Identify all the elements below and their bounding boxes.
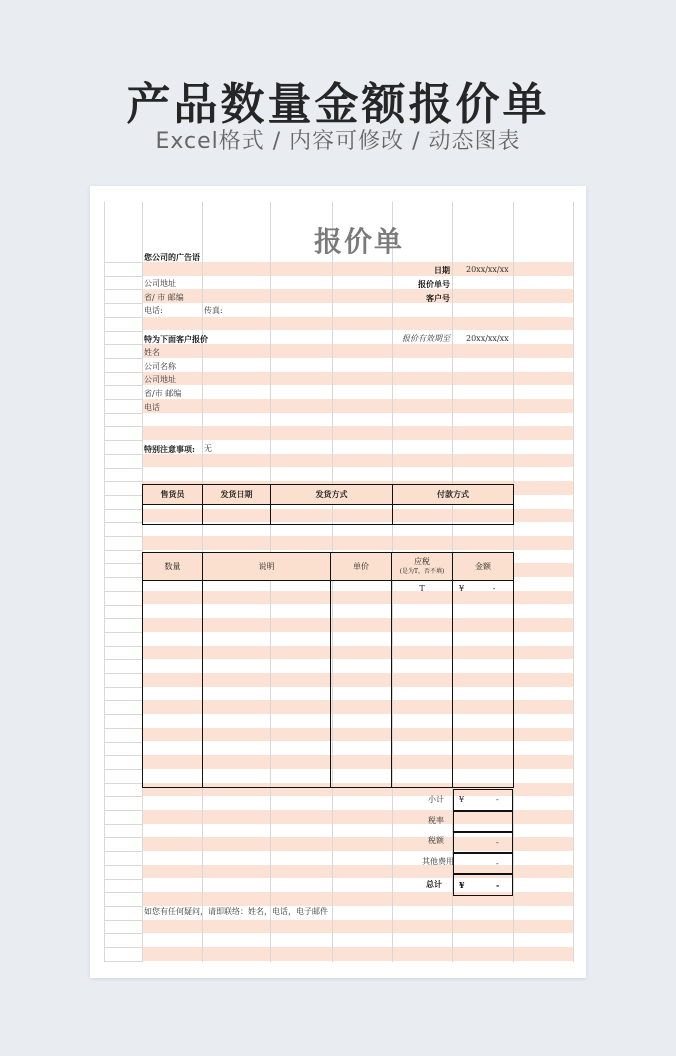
row-line (104, 317, 142, 318)
row-line (104, 372, 142, 373)
row-line (104, 892, 142, 893)
grid-line (573, 202, 574, 962)
subtotal-currency: ¥ (459, 795, 465, 804)
row-line (104, 728, 142, 729)
unit-price-column[interactable] (331, 581, 392, 788)
row-line (104, 276, 142, 277)
notes-label: 特别注意事项: (144, 444, 195, 454)
row-band (142, 344, 574, 358)
row-line (104, 824, 142, 825)
row-line (104, 289, 142, 290)
row-line (104, 563, 142, 564)
cell-ship-method[interactable] (271, 505, 393, 525)
quote-number-label: 报价单号 (418, 279, 450, 289)
row-line (104, 879, 142, 880)
row-line (104, 851, 142, 852)
tax-amount-label: 税额 (428, 836, 444, 845)
row-line (104, 673, 142, 674)
tax-rate-box[interactable] (453, 811, 513, 832)
page-subtitle: Excel格式 / 内容可修改 / 动态图表 (155, 129, 521, 154)
row-band (142, 454, 574, 468)
taxable-flag: T (419, 584, 425, 593)
customer-province: 省/市 邮编 (144, 389, 182, 398)
row-line (104, 481, 142, 482)
customer-company: 公司名称 (144, 362, 176, 371)
row-line (104, 605, 142, 606)
company-slogan: 您公司的广告语 (144, 252, 200, 262)
cell-payment-method[interactable] (393, 505, 514, 525)
row-line (104, 742, 142, 743)
row-line (104, 961, 142, 962)
row-line (104, 659, 142, 660)
notes-value: 无 (204, 444, 212, 453)
row-line (104, 783, 142, 784)
company-province: 省/ 市 邮编 (144, 293, 184, 302)
row-line (104, 522, 142, 523)
row-line (104, 837, 142, 838)
spreadsheet-grid (104, 202, 574, 962)
row-line (104, 577, 142, 578)
row-band (142, 317, 574, 331)
row-band (142, 399, 574, 413)
header-taxable-label: 应税 (414, 556, 430, 566)
customer-phone: 电话 (144, 403, 160, 412)
sheet-title: 报价单 (314, 225, 405, 258)
description-column[interactable] (203, 581, 331, 788)
other-fees-label: 其他费用 (422, 857, 454, 866)
row-line (104, 509, 142, 510)
amount-column[interactable] (453, 581, 514, 788)
row-line (104, 262, 142, 263)
row-line (104, 454, 142, 455)
row-line (104, 331, 142, 332)
row-line (104, 920, 142, 921)
header-payment-method: 付款方式 (393, 485, 514, 505)
row-line (104, 440, 142, 441)
customer-number-label: 客户号 (426, 293, 450, 303)
row-line (104, 358, 142, 359)
row-line (104, 413, 142, 414)
row-line (104, 495, 142, 496)
date-value: 20xx/xx/xx (466, 265, 509, 274)
row-line (104, 796, 142, 797)
row-line (104, 303, 142, 304)
total-currency: ¥ (459, 880, 465, 890)
row-line (104, 646, 142, 647)
row-line (104, 865, 142, 866)
row-band (142, 536, 574, 550)
footer-contact-note: 如您有任何疑问，请即联络：姓名，电话，电子邮件 (144, 907, 328, 916)
row-line (104, 687, 142, 688)
total-label: 总计 (426, 879, 442, 889)
row-line (104, 399, 142, 400)
row-line (104, 933, 142, 934)
page-title: 产品数量金额报价单 (126, 79, 550, 130)
subtotal-value: - (496, 795, 499, 804)
company-phone: 电话: (144, 306, 163, 315)
row-band (142, 262, 574, 276)
row-line (104, 632, 142, 633)
customer-name: 姓名 (144, 348, 160, 357)
header-unit-price: 单价 (331, 553, 392, 581)
amount-currency: ¥ (459, 584, 465, 593)
row-band (142, 920, 574, 934)
row-line (104, 344, 142, 345)
header-ship-method: 发货方式 (271, 485, 393, 505)
row-line (104, 426, 142, 427)
tax-amount-value: - (496, 838, 499, 847)
amount-value: - (492, 584, 496, 593)
subtotal-box[interactable] (453, 789, 513, 811)
total-value: - (496, 880, 500, 890)
row-line (104, 618, 142, 619)
cell-salesperson[interactable] (143, 505, 203, 525)
taxable-column[interactable] (392, 581, 453, 788)
row-band (142, 947, 574, 961)
company-address: 公司地址 (144, 279, 176, 288)
row-line (104, 906, 142, 907)
row-line (104, 385, 142, 386)
cell-ship-date[interactable] (203, 505, 271, 525)
other-fees-box[interactable] (453, 853, 513, 874)
tax-amount-box[interactable] (453, 832, 513, 853)
row-line (104, 468, 142, 469)
customer-heading: 特为下面客户报价 (144, 334, 208, 344)
row-line (104, 769, 142, 770)
header-taxable (392, 553, 453, 581)
row-line (104, 700, 142, 701)
header-taxable-note: (是为T，否不填) (399, 567, 445, 575)
date-label: 日期 (434, 265, 450, 275)
company-fax: 传真: (204, 306, 223, 315)
header-salesperson: 售货员 (143, 485, 203, 505)
row-line (104, 536, 142, 537)
tax-rate-label: 税率 (428, 816, 444, 825)
total-box[interactable] (453, 874, 513, 896)
subtotal-label: 小计 (428, 795, 444, 804)
row-band (142, 289, 574, 303)
header-quantity: 数量 (143, 553, 203, 581)
customer-address: 公司地址 (144, 375, 176, 384)
header-description: 说明 (203, 553, 331, 581)
row-line (104, 550, 142, 551)
items-table (142, 552, 514, 788)
row-line (104, 714, 142, 715)
quantity-column[interactable] (143, 581, 203, 788)
row-line (104, 591, 142, 592)
valid-until-value: 20xx/xx/xx (466, 334, 509, 343)
row-line (104, 947, 142, 948)
shipping-table (142, 484, 514, 525)
header-ship-date: 发货日期 (203, 485, 271, 505)
row-line (104, 755, 142, 756)
header-amount: 金额 (453, 553, 514, 581)
other-fees-value: - (496, 859, 499, 868)
row-band (142, 372, 574, 386)
row-line (104, 810, 142, 811)
valid-until-label: 报价有效期至 (402, 334, 450, 343)
row-band (142, 426, 574, 440)
